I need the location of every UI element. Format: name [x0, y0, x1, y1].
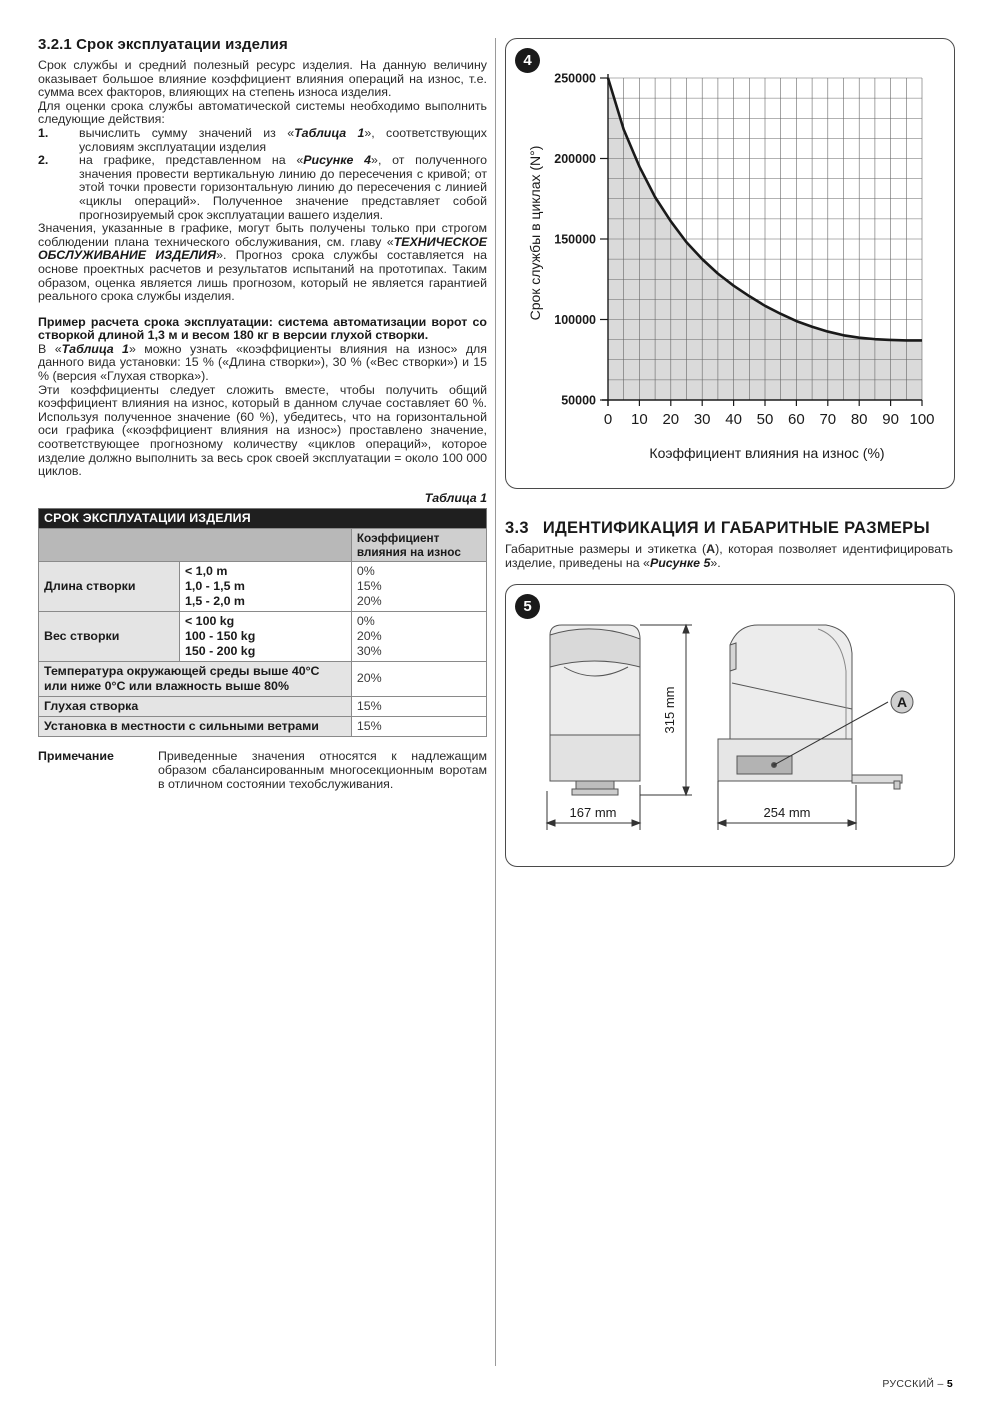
y-tick-label: 150000 [554, 232, 596, 247]
service-life-chart [506, 39, 954, 488]
table-row [39, 696, 487, 716]
coefficient-header: Коэффициент влияния на износ [351, 528, 486, 561]
coef-value: 30% [356, 643, 382, 658]
table-row [39, 561, 487, 611]
table-row [39, 611, 487, 661]
coef-value: 20% [351, 661, 486, 696]
example-title: Пример расчета срока эксплуатации: система автоматизации ворот со створкой длиной 1,3 м и весом 180 кг в версии глухой створки. [38, 314, 487, 343]
depth-dimension-label: 254 mm [763, 805, 811, 821]
coef-value: 15% [351, 696, 486, 716]
y-tick-label: 250000 [554, 71, 596, 86]
range-value: 1,5 - 2,0 m [185, 593, 245, 608]
label-a-reference: A [706, 542, 716, 556]
figure-number-badge: 4 [515, 48, 540, 73]
note-label: Примечание [38, 748, 114, 763]
x-tick-label: 40 [725, 411, 742, 428]
left-column [38, 36, 487, 791]
x-tick-label: 0 [603, 411, 613, 428]
footer-language: РУССКИЙ – [882, 1378, 947, 1390]
step-text: вычислить сумму значений из « [79, 125, 295, 140]
range-value: < 100 kg [185, 613, 235, 628]
intro-paragraph: Срок службы и средний полезный ресурс изделия. На данную величину оказывает большое влияние коэффициент влияния операций на износ, т.е. сумма всех факторов, влияющих на степень износа изделия. [38, 58, 487, 100]
label-a: A [896, 694, 908, 711]
right-column [505, 38, 953, 867]
figure-5-reference: Рисунке 5 [649, 555, 711, 570]
table-row [39, 716, 487, 736]
side-view [718, 625, 902, 789]
row-ranges [180, 611, 352, 661]
coef-value: 15% [351, 716, 486, 736]
front-view [550, 625, 640, 795]
row-values [351, 561, 486, 611]
page-footer [882, 1378, 953, 1390]
dimensions-drawing [506, 585, 954, 866]
row-label: Глухая створка [39, 696, 352, 716]
x-tick-label: 90 [882, 411, 899, 428]
x-tick-label: 80 [850, 411, 868, 428]
coef-value: 20% [356, 628, 382, 643]
width-dimension-label: 167 mm [569, 805, 617, 821]
example-paragraph-1 [38, 343, 487, 384]
step-text: », от полученного значения провести вертикальную линию до пересечения с кривой; от этой точки провести горизонтальную линию до пересечения с линией «циклы операций». Полученное значение представляет собой прогнозируемый срок эксплуатации вашего изделия. [79, 153, 487, 222]
figure-4-reference: Рисунке 4 [303, 153, 372, 168]
height-dimension-label: 315 mm [662, 686, 677, 734]
example-paragraph-2: Эти коэффициенты следует сложить вместе, чтобы получить общий коэффициент влияния на износ, который в данном случае составляет 60 %. Используя полученное значение (60 %), убедитесь, что на горизонтальной оси графика («коэффициент влияния на износ») проставлено значение, соответствующее прогнозному количеству «циклов операций», которое изделие должно выполнить за весь срок своей эксплуатации = около 100 000 циклов. [38, 382, 487, 479]
figure-4-box [505, 38, 955, 489]
x-tick-label: 70 [819, 411, 837, 428]
range-value: 100 - 150 kg [185, 628, 256, 643]
coef-value: 15% [356, 578, 382, 593]
y-tick-label: 200000 [554, 152, 596, 166]
range-value: < 1,0 m [185, 563, 228, 578]
x-axis-label: Коэффициент влияния на износ (%) [649, 445, 885, 461]
table-1-reference: Таблица 1 [294, 125, 365, 140]
row-label: Температура окружающей среды выше 40°С или ниже 0°С или влажность выше 80% [39, 661, 352, 696]
coef-value: 20% [356, 593, 382, 608]
maintenance-chapter-reference: ТЕХНИЧЕСКОЕ ОБСЛУЖИВАНИЕ ИЗДЕЛИЯ [38, 234, 487, 263]
table-title: СРОК ЭКСПЛУАТАЦИИ ИЗДЕЛИЯ [39, 508, 487, 528]
paragraph-text: Значения, указанные в графике, могут быть получены только при строгом соблюдении плана технического обслуживания, см. главу « [38, 221, 487, 249]
column-divider [495, 38, 496, 1366]
coef-value: 0% [356, 563, 375, 578]
identification-label [737, 756, 792, 774]
x-tick-label: 30 [693, 411, 711, 428]
x-tick-label: 10 [631, 411, 648, 428]
range-value: 150 - 200 kg [185, 643, 256, 658]
values-paragraph [38, 222, 487, 304]
row-values [351, 611, 486, 661]
note-text: Приведенные значения относятся к надлежащим образом сбалансированным многосекционным воротам в отличном состоянии техобслуживания. [158, 748, 487, 791]
figure-5-box [505, 584, 955, 867]
table-row [39, 661, 487, 696]
paragraph-text: Габаритные размеры и этикетка ( [505, 542, 707, 556]
step-1 [38, 127, 487, 154]
x-tick-label: 20 [662, 411, 680, 428]
step-number: 2. [38, 153, 49, 168]
x-tick-label: 60 [788, 411, 805, 428]
paragraph-text: » можно узнать «коэффициенты влияния на износ» для данного вида установки: 15 % («Длина створки»), 30 % («Вес створки») и 15 % (версия «Глухая створка»). [38, 341, 488, 384]
paragraph-text: В « [38, 341, 62, 356]
range-value: 1,0 - 1,5 m [185, 578, 245, 593]
note [38, 749, 487, 791]
y-axis-label: Срок службы в циклах (N°) [527, 145, 543, 321]
step-number: 1. [38, 125, 49, 140]
paragraph-text: ». [710, 555, 721, 570]
row-label: Установка в местности с сильными ветрами [39, 716, 352, 736]
x-tick-label: 100 [909, 411, 935, 428]
service-life-table [38, 508, 487, 737]
x-tick-label: 50 [756, 411, 774, 428]
table-caption: Таблица 1 [424, 490, 487, 505]
instructions-paragraph: Для оценки срока службы автоматической системы необходимо выполнить следующие действия: [38, 98, 487, 127]
step-text: », соответствующих условиям эксплуатации изделия [79, 125, 488, 154]
steps-list [38, 127, 487, 222]
coef-value: 0% [356, 613, 375, 628]
row-ranges [180, 561, 352, 611]
figure-number-badge: 5 [515, 594, 540, 619]
section-title-3-2-1: 3.2.1 Срок эксплуатации изделия [38, 36, 288, 53]
step-text: на графике, представленном на « [79, 153, 304, 168]
header-blank-cell [39, 528, 352, 561]
section-number: 3.3 [505, 519, 529, 537]
row-label: Вес створки [39, 611, 180, 661]
step-2 [38, 154, 487, 222]
table-1-reference: Таблица 1 [61, 341, 129, 356]
section-3-3-paragraph [505, 543, 953, 570]
row-label: Длина створки [39, 561, 180, 611]
paragraph-text: ), которая позволяет идентифицировать изделие, приведены на « [505, 542, 953, 570]
page-number: 5 [946, 1378, 953, 1390]
section-title-text: ИДЕНТИФИКАЦИЯ И ГАБАРИТНЫЕ РАЗМЕРЫ [542, 519, 930, 537]
y-tick-label: 50000 [561, 393, 596, 408]
paragraph-text: ». Прогноз срока службы составляется на основе проектных расчетов и результатов испытаний на прототипах. Таким образом, оценка является лишь прогнозом, который не является гарантией реального срока службы изделия. [38, 248, 487, 304]
section-title-3-3 [505, 519, 953, 538]
y-tick-label: 100000 [554, 313, 596, 327]
